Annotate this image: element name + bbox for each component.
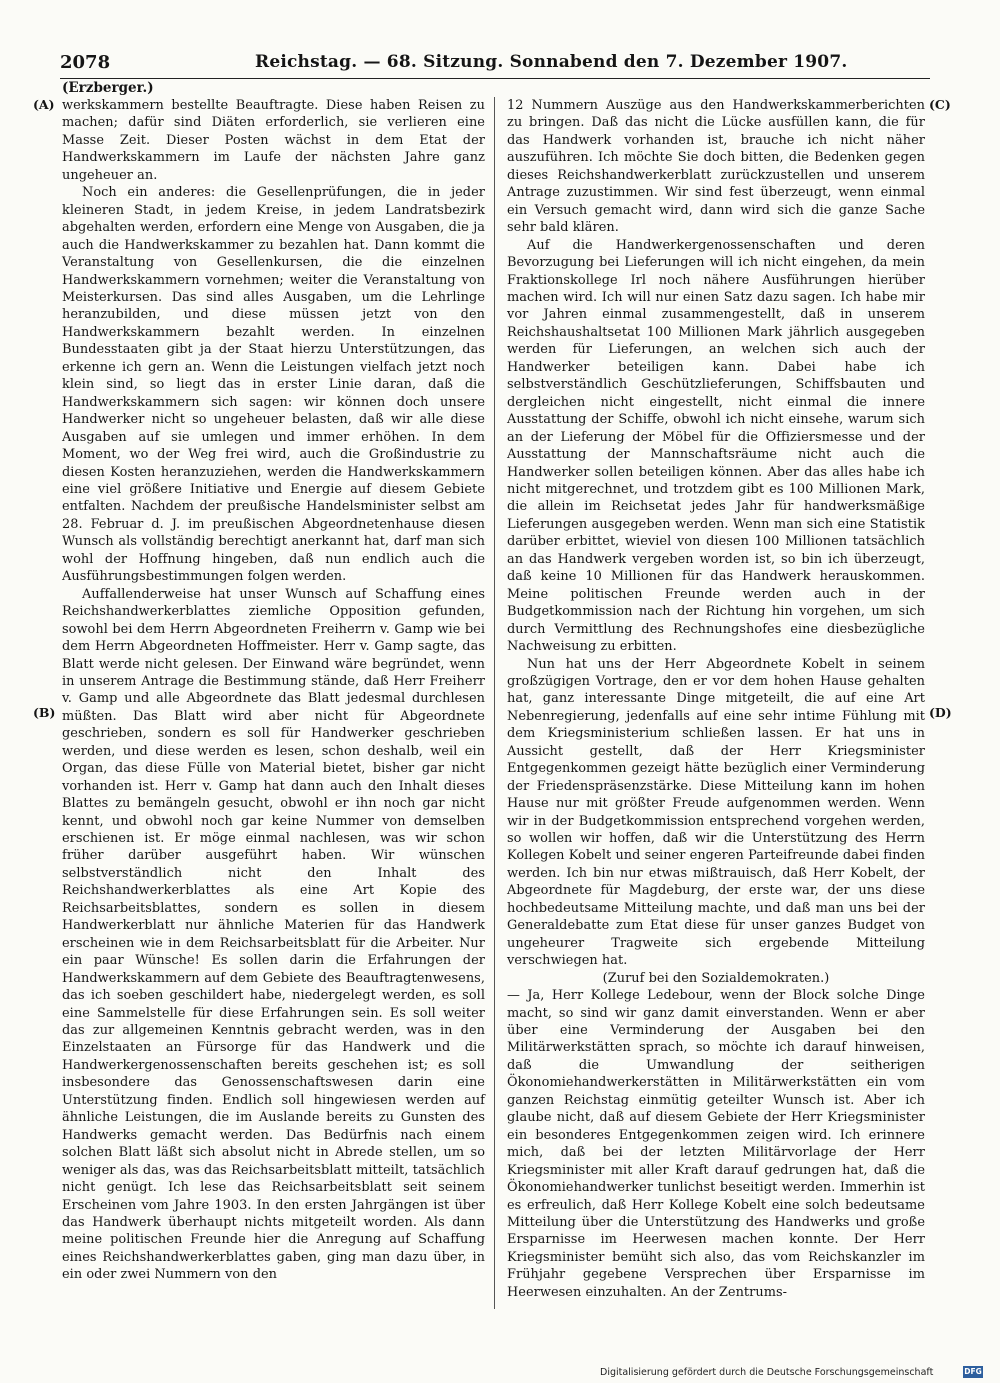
page-number: 2078 xyxy=(60,52,111,73)
funding-note: Digitalisierung gefördert durch die Deutsche Forschungsgemeinschaft xyxy=(600,1367,934,1378)
paragraph: 12 Nummern Auszüge aus den Handwerkskammerberichten zu bringen. Daß das nicht die Lücke ausfüllen kann, die für das Handwerk vorhanden ist, brauche ich nicht näher auszuführen. Ich möchte Sie doch bitten, die Bedenken gegen dieses Reichshandwerkerblatt zurückzustellen und unserem Antrage zuzustimmen. Wir sind fest überzeugt, wenn einmal ein Versuch gemacht wird, dann wird sich die ganze Sache sehr bald klären. xyxy=(507,98,925,236)
dfg-logo: DFG xyxy=(964,1367,982,1376)
paragraph: Nun hat uns der Herr Abgeordnete Kobelt in seinem großzügigen Vortrage, den er vor dem hohen Hause gehalten hat, ganz interessante Dinge mitgeteilt, die auf eine Art Nebenregierung, jedenfalls auf eine sehr intime Fühlung mit dem Kriegsministerium schließen lassen. Er hat uns in Aussicht gestellt, daß der Herr Kriegsminister Entgegenkommen gezeigt hätte bezüglich einer Verminderung der Friedenspräsenzstärke. Diese Mitteilung kann im hohen Hause nur mit größter Freude aufgenommen werden. Wenn wir in der Budgetkommission entsprechend vorgehen werden, so wollen wir hoffen, daß wir die Unterstützung des Herrn Kollegen Kobelt und seiner engeren Parteifreunde dabei finden werden. Ich bin nur etwas mißtrauisch, daß Herr Kobelt, der Abgeordnete für Magdeburg, der erste war, der uns diese hochbedeutsame Mitteilung machte, und daß man uns bei der Generaldebatte zum Etat diese für unser ganzes Budget von ungeheurer Tragweite sich ergebende Mitteilung verschwiegen hat. xyxy=(507,656,925,969)
right-column xyxy=(507,97,925,1301)
speaker-name: (Erzberger.) xyxy=(62,80,154,96)
paragraph: Auf die Handwerkergenossenschaften und deren Bevorzugung bei Lieferungen will ich nicht eingehen, da mein Fraktionskollege Irl noch nähere Ausführungen hierüber machen wird. Ich will nur einen Satz dazu sagen. Ich habe mir vor Jahren einmal zusammengestellt, daß in unserem Reichshaushaltsetat 100 Millionen Mark jährlich ausgegeben werden für Lieferungen, an welchen sich auch der Handwerker beteiligen kann. Dabei habe ich selbstverständlich Geschützlieferungen, Schiffsbauten und dergleichen nicht eingestellt, nicht einmal die innere Ausstattung der Schiffe, obwohl ich nicht einsehe, warum sich an der Lieferung der Möbel für die Offiziersmesse und der Ausstattung der Mannschaftsräume nicht auch die Handwerker sollen beteiligen können. Aber das alles habe ich nicht mitgerechnet, und trotzdem gibt es 100 Millionen Mark, die allein im Reichsetat jedes Jahr für handwerksmäßige Lieferungen ausgegeben werden. Wenn man sich eine Statistik darüber erbittet, wieviel von diesen 100 Millionen tatsächlich an das Handwerk vergeben worden ist, so bin ich überzeugt, daß keine 10 Millionen für das Handwerk herauskommen. Meine politischen Freunde werden auch in der Budgetkommission nach der Richtung hin vorgehen, um sich durch Vermittlung des Rechnungshofes eine diesbezügliche Nachweisung zu erbitten. xyxy=(507,237,925,655)
paragraph: Auffallenderweise hat unser Wunsch auf Schaffung eines Reichshandwerkerblattes ziemliche Opposition gefunden, sowohl bei dem Herrn Abgeordneten Freiherrn v. Gamp wie bei dem Herrn Abgeordneten Hoffmeister. Herr v. Gamp sagte, das Blatt werde nicht gelesen. Der Einwand wäre begründet, wenn in unserem Antrage die Bestimmung stände, daß Herr Freiherr v. Gamp und alle Abgeordnete das Blatt jedesmal durchlesen müßten. Das Blatt wird aber nicht für Abgeordnete geschrieben, sondern es soll für Handwerker geschrieben werden, und diese werden es lesen, schon deshalb, weil ein Organ, das diese Fülle von Material bietet, bisher gar nicht vorhanden ist. Herr v. Gamp hat dann auch den Inhalt dieses Blattes zu bemängeln gesucht, obwohl er ihn noch gar nicht kennt, und obwohl noch gar keine Nummer von demselben erschienen ist. Er möge einmal nachlesen, was wir schon früher darüber ausgeführt haben. Wir wünschen selbstverständlich nicht den Inhalt des Reichshandwerkerblattes als eine Art Kopie des Reichsarbeitsblattes, sondern es sollen in diesem Handwerkerblatt nur ähnliche Materien für das Handwerk erscheinen wie in dem Reichsarbeitsblatt für die Arbeiter. Nur ein paar Wünsche! Es sollen darin die Erfahrungen der Handwerkskammern auf dem Gebiete des Beauftragtenwesens, das ich soeben geschildert habe, niedergelegt werden, es soll eine Sammelstelle für diese Erfahrungen sein. Es soll weiter das zur allgemeinen Kenntnis gebracht werden, was in den Einzelstaaten an Fürsorge für das Handwerk und die Handwerkergenossenschaften bereits geschehen ist; es soll insbesondere das Genossenschaftswesen darin eine Unterstützung finden. Endlich soll hingewiesen werden auf ähnliche Leistungen, die im Auslande bereits zu Gunsten des Handwerks gemacht werden. Das Bedürfnis nach einem solchen Blatt läßt sich absolut nicht in Abrede stellen, um so weniger als das, was das Reichsarbeitsblatt mitteilt, tatsächlich nicht genügt. Ich lese das Reichsarbeitsblatt seit seinem Erscheinen vom Jahre 1903. In den ersten Jahrgängen ist über das Handwerk überhaupt nichts mitgeteilt worden. Als dann meine politischen Freunde hier die Anregung auf Schaffung eines Reichshandwerkerblattes gaben, ging man dazu über, in ein oder zwei Nummern von den xyxy=(62,586,485,1283)
margin-mark-a: (A) xyxy=(33,97,55,112)
page-header xyxy=(60,50,930,79)
column-divider xyxy=(494,97,495,1309)
paragraph: werkskammern bestellte Beauftragte. Diese haben Reisen zu machen; dafür sind Diäten erforderlich, sie verlieren eine Masse Zeit. Dieser Posten wächst in dem Etat der Handwerkskammern im Laufe der nächsten Jahre ganz ungeheuer an. xyxy=(62,98,485,183)
running-title: Reichstag. — 68. Sitzung. Sonnabend den 7. Dezember 1907. xyxy=(255,52,848,72)
left-column xyxy=(62,97,485,1284)
paragraph: Noch ein anderes: die Gesellenprüfungen, die in jeder kleineren Stadt, in jedem Kreise, in jedem Landratsbezirk abgehalten werden, erfordern eine Menge von Ausgaben, die ja auch die Handwerkskammer zu bezahlen hat. Dann kommt die Veranstaltung von Gesellenkursen, die die einzelnen Handwerkskammern vornehmen; weiter die Veranstaltung von Meisterkursen. Das sind alles Ausgaben, um die Lehrlinge heranzubilden, und diese müssen jetzt von den Handwerkskammern bezahlt werden. In einzelnen Bundesstaaten gibt ja der Staat hierzu Unterstützungen, das erkenne ich gern an. Wenn die Leistungen vielfach jetzt noch klein sind, so liegt das in erster Linie daran, daß die Handwerkskammern sich sagen: wir können doch unsere Handwerker nicht so ungeheuer belasten, daß wir alle diese Ausgaben auf sie umlegen und immer erhöhen. In dem Moment, wo der Weg frei wird, auch die Großindustrie zu diesen Kosten heranzuziehen, werden die Handwerkskammern eine viel größere Initiative und Energie auf diesem Gebiete entfalten. Nachdem der preußische Handelsminister selbst am 28. Februar d. J. im preußischen Abgeordnetenhause diesen Wunsch als vollständig berechtigt anerkannt hat, darf man sich wohl der Hoffnung hingeben, daß nun endlich auch die Ausführungsbestimmungen folgen werden. xyxy=(62,185,485,585)
margin-mark-d: (D) xyxy=(929,705,952,720)
margin-mark-b: (B) xyxy=(33,705,56,720)
paragraph: — Ja, Herr Kollege Ledebour, wenn der Block solche Dinge macht, so sind wir ganz damit einverstanden. Wenn er aber über eine Verminderung der Ausgaben bei den Militärwerkstätten sprach, so möchte ich darauf hinweisen, daß die Umwandlung der seitherigen Ökonomiehandwerkerstätten in Militärwerkstätten ein vom ganzen Reichstag einmütig geteilter Wunsch ist. Aber ich glaube nicht, daß auf diesem Gebiete der Herr Kriegsminister ein besonderes Entgegenkommen zeigen wird. Ich erinnere mich, daß bei der letzten Militärvorlage der Herr Kriegsminister mit aller Kraft darauf gedrungen hat, daß die Ökonomiehandwerker tunlichst beseitigt werden. Immerhin ist es erfreulich, daß Herr Kollege Kobelt eine solch bedeutsame Mitteilung über die Unterstützung des Handwerks und große Ersparnisse im Heerwesen machen konnte. Der Herr Kriegsminister bemüht sich also, das vom Reichskanzler im Frühjahr gegebene Versprechen über Ersparnisse im Heerwesen einzuhalten. An der Zentrums- xyxy=(507,988,925,1300)
margin-mark-c: (C) xyxy=(929,97,951,112)
interjection: (Zuruf bei den Sozialdemokraten.) xyxy=(602,970,830,986)
